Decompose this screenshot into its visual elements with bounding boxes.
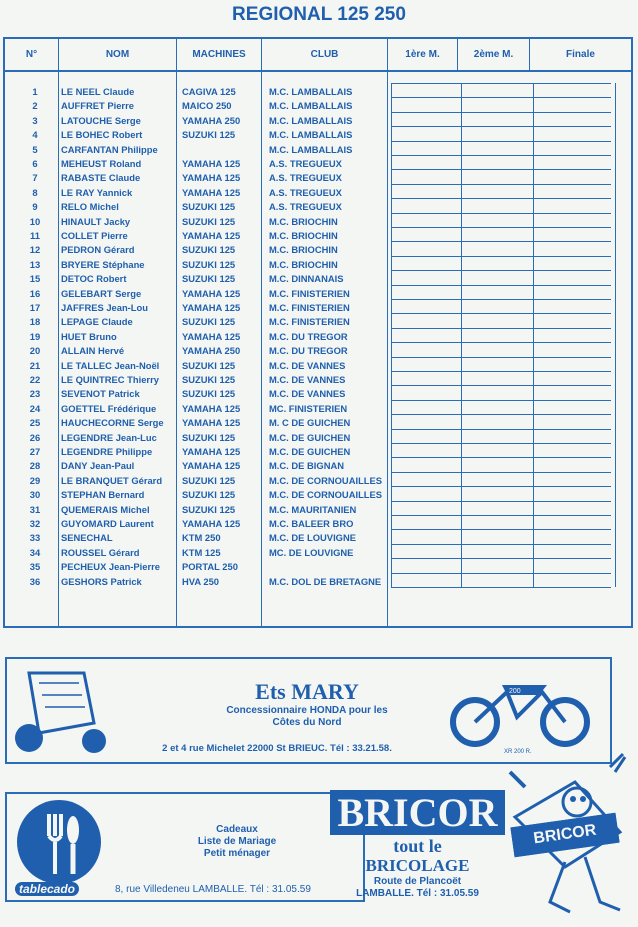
grid-col bbox=[391, 83, 392, 587]
rider-machine: SUZUKI 125 bbox=[182, 359, 236, 371]
rider-club: A.S. TREGUEUX bbox=[269, 201, 342, 213]
rider-club: M.C. LAMBALLAIS bbox=[269, 129, 353, 141]
grid-line bbox=[391, 299, 611, 300]
rider-club: M.C. BALEER BRO bbox=[269, 518, 354, 529]
rider-name: ALLAIN Hervé bbox=[61, 345, 125, 357]
rider-machine: YAMAHA 125 bbox=[182, 158, 241, 169]
rider-name: BRYERE Stéphane bbox=[61, 258, 145, 270]
rider-number: 5 bbox=[32, 143, 38, 155]
rider-name: SENECHAL bbox=[61, 532, 113, 544]
rider-club: M.C. DINNANAIS bbox=[269, 273, 344, 285]
rider-name: HAUCHECORNE Serge bbox=[61, 417, 164, 429]
tablecado-line3: Petit ménager bbox=[203, 848, 271, 859]
rider-machine: YAMAHA 125 bbox=[182, 230, 241, 241]
rider-club: M.C. LAMBALLAIS bbox=[269, 143, 353, 155]
mary-address: 2 et 4 rue Michelet 22000 St BRIEUC. Tél : 33.21.58. bbox=[162, 743, 392, 754]
grid-line bbox=[391, 227, 611, 228]
rider-club: MC. DE LOUVIGNE bbox=[269, 546, 354, 558]
bricor-logo: BRICOR bbox=[330, 790, 505, 835]
grid-line bbox=[391, 357, 611, 358]
rider-name: GOETTEL Frédérique bbox=[61, 402, 157, 414]
table-row bbox=[5, 85, 388, 99]
rider-name: LEGENDRE Jean-Luc bbox=[61, 431, 157, 443]
header-2eme: 2ème M. bbox=[458, 39, 530, 72]
grid-col bbox=[461, 83, 462, 587]
rider-name: GESHORS Patrick bbox=[61, 575, 142, 587]
grid-line bbox=[391, 515, 611, 516]
rider-club: M.C. DE GUICHEN bbox=[269, 431, 351, 443]
rider-machine: YAMAHA 125 bbox=[182, 518, 241, 529]
table-row bbox=[5, 387, 388, 401]
rider-number: 18 bbox=[29, 316, 41, 328]
rider-name: GUYOMARD Laurent bbox=[61, 518, 154, 529]
grid-line bbox=[391, 385, 611, 386]
header-machines: MACHINES bbox=[177, 39, 262, 72]
rider-name: LE BRANQUET Gérard bbox=[61, 474, 163, 486]
rider-name: LEGENDRE Philippe bbox=[61, 446, 153, 457]
rider-number: 21 bbox=[29, 359, 41, 371]
tablecado-line1: Cadeaux bbox=[216, 824, 258, 835]
table-row bbox=[5, 315, 388, 329]
rider-name: LE NEEL Claude bbox=[61, 86, 135, 97]
rider-number: 32 bbox=[29, 518, 41, 529]
rider-club: M.C. LAMBALLAIS bbox=[269, 100, 353, 112]
rider-club: M. C DE GUICHEN bbox=[269, 417, 351, 429]
table-row bbox=[5, 503, 388, 517]
rider-machine: SUZUKI 125 bbox=[182, 474, 236, 486]
rider-number: 12 bbox=[29, 244, 41, 256]
table-row bbox=[5, 531, 388, 545]
tablecado-line2: Liste de Mariage bbox=[197, 836, 277, 847]
table-row bbox=[5, 330, 388, 344]
ad-tablecado bbox=[5, 792, 365, 902]
rider-machine: SUZUKI 125 bbox=[182, 201, 236, 213]
grid-line bbox=[391, 544, 611, 545]
rider-machine: YAMAHA 125 bbox=[182, 460, 241, 472]
table-row bbox=[5, 402, 388, 416]
rider-number: 1 bbox=[32, 86, 38, 97]
header-nom: NOM bbox=[59, 39, 177, 72]
grid-line bbox=[391, 486, 611, 487]
rider-machine: YAMAHA 125 bbox=[182, 302, 241, 313]
table-row bbox=[5, 359, 388, 373]
grid-line bbox=[391, 587, 611, 588]
rider-club: M.C. DU TREGOR bbox=[269, 345, 348, 357]
rider-name: RELO Michel bbox=[61, 201, 119, 213]
ad-ets-mary bbox=[5, 657, 612, 764]
motorcycle-icon bbox=[447, 667, 597, 752]
table-row bbox=[5, 575, 388, 589]
rider-club: M.C. DE VANNES bbox=[269, 374, 346, 385]
table-row bbox=[5, 258, 388, 272]
rider-machine: HVA 250 bbox=[182, 575, 219, 587]
rider-club: M.C. FINISTERIEN bbox=[269, 287, 350, 299]
quad-illustration-icon bbox=[9, 663, 119, 753]
rider-number: 27 bbox=[29, 446, 41, 457]
rider-club: M.C. DE CORNOUAILLES bbox=[269, 474, 383, 486]
rider-number: 8 bbox=[32, 186, 38, 198]
rider-club: M.C. BRIOCHIN bbox=[269, 258, 338, 270]
rider-number: 9 bbox=[32, 201, 38, 213]
rider-club: A.S. TREGUEUX bbox=[269, 172, 342, 184]
rider-machine: SUZUKI 125 bbox=[182, 258, 236, 270]
rider-number: 30 bbox=[29, 489, 41, 501]
grid-line bbox=[391, 414, 611, 415]
rider-number: 31 bbox=[29, 503, 41, 515]
rider-name: AUFFRET Pierre bbox=[61, 100, 134, 112]
table-row bbox=[5, 373, 388, 387]
table-row bbox=[5, 243, 388, 257]
rider-club: M.C. FINISTERIEN bbox=[269, 302, 350, 313]
table-row bbox=[5, 171, 388, 185]
table-row bbox=[5, 488, 388, 502]
table-row bbox=[5, 416, 388, 430]
rider-name: LEPAGE Claude bbox=[61, 316, 133, 328]
rider-club: M.C. BRIOCHIN bbox=[269, 230, 338, 241]
rider-name: PECHEUX Jean-Pierre bbox=[61, 561, 161, 573]
rider-name: SEVENOT Patrick bbox=[61, 388, 140, 400]
header-club: CLUB bbox=[262, 39, 388, 72]
mary-name: Ets MARY bbox=[255, 679, 359, 704]
rider-machine: SUZUKI 125 bbox=[182, 489, 236, 501]
rider-name: LE RAY Yannick bbox=[61, 186, 133, 198]
rider-name: ROUSSEL Gérard bbox=[61, 546, 140, 558]
bricor-line3: Route de Plancoët bbox=[373, 876, 462, 887]
grid-col bbox=[615, 83, 616, 587]
table-row bbox=[5, 200, 388, 214]
rider-number: 25 bbox=[29, 417, 41, 429]
table-row bbox=[5, 215, 388, 229]
table-row bbox=[5, 128, 388, 142]
rider-club: M.C. DE CORNOUAILLES bbox=[269, 489, 383, 501]
table-row bbox=[5, 517, 388, 531]
grid-line bbox=[391, 285, 611, 286]
mascot-sign: BRICOR bbox=[510, 813, 619, 857]
rider-number: 36 bbox=[29, 575, 41, 587]
rider-number: 20 bbox=[29, 345, 41, 357]
rider-machine: SUZUKI 125 bbox=[182, 374, 236, 385]
grid-line bbox=[391, 184, 611, 185]
bike-model: XR 200 R. bbox=[504, 749, 532, 755]
table-row bbox=[5, 272, 388, 286]
rider-number: 29 bbox=[29, 474, 41, 486]
rider-machine: SUZUKI 125 bbox=[182, 503, 236, 515]
mary-line2: Côtes du Nord bbox=[272, 717, 342, 728]
rider-number: 22 bbox=[29, 374, 41, 385]
tank-label: 200 bbox=[509, 688, 521, 695]
grid-line bbox=[391, 256, 611, 257]
rider-club: M.C. DE VANNES bbox=[269, 359, 346, 371]
rider-club: M.C. LAMBALLAIS bbox=[269, 114, 353, 126]
grid-line bbox=[391, 141, 611, 142]
rider-name: PEDRON Gérard bbox=[61, 244, 135, 256]
table-row bbox=[5, 99, 388, 113]
page-title: REGIONAL 125 250 bbox=[232, 4, 406, 25]
grid-line bbox=[391, 529, 611, 530]
table-row bbox=[5, 287, 388, 301]
table-row bbox=[5, 474, 388, 488]
rider-name: LE TALLEC Jean-Noël bbox=[61, 359, 160, 371]
rider-number: 24 bbox=[29, 402, 41, 414]
rider-number: 19 bbox=[29, 330, 41, 342]
rider-name: DETOC Robert bbox=[61, 273, 127, 285]
rider-club: A.S. TREGUEUX bbox=[269, 186, 342, 198]
rider-number: 28 bbox=[29, 460, 41, 472]
rider-club: M.C. DE VANNES bbox=[269, 388, 346, 400]
rider-name: STEPHAN Bernard bbox=[61, 489, 145, 501]
grid-line bbox=[391, 155, 611, 156]
rider-club: A.S. TREGUEUX bbox=[269, 158, 342, 169]
rider-club: M.C. FINISTERIEN bbox=[269, 316, 350, 328]
rider-club: M.C. BRIOCHIN bbox=[269, 244, 338, 256]
rider-club: M.C. LAMBALLAIS bbox=[269, 86, 353, 97]
rider-machine: SUZUKI 125 bbox=[182, 316, 236, 328]
mary-line1: Concessionnaire HONDA pour les bbox=[226, 705, 388, 716]
rider-name: JAFFRES Jean-Lou bbox=[61, 302, 148, 313]
bricor-line4: LAMBALLE. Tél : 31.05.59 bbox=[356, 888, 479, 899]
bricor-line2: BRICOLAGE bbox=[365, 856, 470, 875]
grid-line bbox=[391, 342, 611, 343]
rider-machine: YAMAHA 125 bbox=[182, 446, 241, 457]
grid-line bbox=[391, 400, 611, 401]
results-table bbox=[3, 37, 633, 628]
table-row bbox=[5, 157, 388, 171]
rider-name: CARFANTAN Philippe bbox=[61, 143, 158, 155]
rider-machine: YAMAHA 125 bbox=[182, 287, 241, 299]
rider-club: M.C. DE BIGNAN bbox=[269, 460, 344, 472]
grid-line bbox=[391, 198, 611, 199]
rider-number: 13 bbox=[29, 258, 41, 270]
rider-number: 7 bbox=[32, 172, 38, 184]
rider-name: LE QUINTREC Thierry bbox=[61, 374, 159, 385]
rider-name: QUEMERAIS Michel bbox=[61, 503, 150, 515]
rider-club: M.C. DE GUICHEN bbox=[269, 446, 351, 457]
rider-machine: SUZUKI 125 bbox=[182, 273, 236, 285]
rider-name: LATOUCHE Serge bbox=[61, 114, 141, 126]
grid-line bbox=[391, 83, 611, 84]
table-row bbox=[5, 229, 388, 243]
rider-machine: SUZUKI 125 bbox=[182, 431, 236, 443]
grid-line bbox=[391, 213, 611, 214]
rider-name: GELEBART Serge bbox=[61, 287, 142, 299]
table-row bbox=[5, 344, 388, 358]
rider-machine: SUZUKI 125 bbox=[182, 129, 236, 141]
grid-line bbox=[391, 126, 611, 127]
rider-machine: YAMAHA 250 bbox=[182, 345, 241, 357]
grid-line bbox=[391, 371, 611, 372]
grid-line bbox=[391, 501, 611, 502]
grid-line bbox=[391, 97, 611, 98]
header-finale: Finale bbox=[530, 39, 631, 72]
table-row bbox=[5, 560, 388, 574]
rider-club: M.C. DE LOUVIGNE bbox=[269, 532, 356, 544]
rider-name: MEHEUST Roland bbox=[61, 158, 142, 169]
table-row bbox=[5, 459, 388, 473]
bricor-line1: tout le bbox=[393, 836, 442, 856]
grid-line bbox=[391, 558, 611, 559]
grid-line bbox=[391, 328, 611, 329]
tablecado-wordmark: tablecado bbox=[15, 882, 79, 896]
rider-number: 10 bbox=[29, 215, 41, 227]
rider-machine: PORTAL 250 bbox=[182, 561, 238, 573]
rider-number: 34 bbox=[29, 546, 41, 558]
rider-machine: KTM 125 bbox=[182, 546, 221, 558]
grid-line bbox=[391, 472, 611, 473]
grid-line bbox=[391, 573, 611, 574]
rider-machine: MAICO 250 bbox=[182, 100, 232, 112]
grid-line bbox=[391, 112, 611, 113]
rider-machine: SUZUKI 125 bbox=[182, 244, 236, 256]
rider-name: DANY Jean-Paul bbox=[61, 460, 135, 472]
table-row bbox=[5, 301, 388, 315]
table-row bbox=[5, 143, 388, 157]
table-row bbox=[5, 114, 388, 128]
rider-machine: YAMAHA 125 bbox=[182, 186, 241, 198]
table-row bbox=[5, 186, 388, 200]
rider-club: MC. FINISTERIEN bbox=[269, 402, 348, 414]
rider-name: COLLET Pierre bbox=[61, 230, 128, 241]
rider-number: 3 bbox=[32, 114, 38, 126]
rider-number: 16 bbox=[29, 287, 41, 299]
rider-club: M.C. BRIOCHIN bbox=[269, 215, 338, 227]
rider-club: M.C. MAURITANIEN bbox=[269, 503, 357, 515]
rider-machine: YAMAHA 250 bbox=[182, 114, 241, 126]
grid-line bbox=[391, 169, 611, 170]
rider-machine: YAMAHA 125 bbox=[182, 172, 241, 184]
rider-number: 23 bbox=[29, 388, 41, 400]
rider-club: M.C. DOL DE BRETAGNE bbox=[269, 575, 382, 587]
header-1ere: 1ère M. bbox=[388, 39, 458, 72]
rider-machine: YAMAHA 125 bbox=[182, 402, 241, 414]
rider-number: 2 bbox=[32, 100, 38, 112]
rider-number: 33 bbox=[29, 532, 41, 544]
rider-name: RABASTE Claude bbox=[61, 172, 141, 184]
table-row bbox=[5, 431, 388, 445]
rider-machine: KTM 250 bbox=[182, 532, 221, 544]
rider-number: 11 bbox=[30, 230, 40, 241]
header-num: N° bbox=[5, 39, 59, 72]
table-row bbox=[5, 445, 388, 459]
rider-number: 6 bbox=[32, 158, 38, 169]
tablecado-logo-icon bbox=[13, 796, 105, 888]
rider-name: HINAULT Jacky bbox=[61, 215, 131, 227]
rider-number: 17 bbox=[29, 302, 41, 313]
rider-name: HUET Bruno bbox=[61, 330, 117, 342]
rider-club: M.C. DU TREGOR bbox=[269, 330, 348, 342]
rider-number: 35 bbox=[29, 561, 41, 573]
rider-machine: CAGIVA 125 bbox=[182, 86, 236, 97]
grid-line bbox=[391, 270, 611, 271]
rider-machine: YAMAHA 125 bbox=[182, 330, 241, 342]
rider-number: 4 bbox=[32, 129, 38, 141]
grid-col bbox=[533, 83, 534, 587]
grid-line bbox=[391, 313, 611, 314]
grid-line bbox=[391, 429, 611, 430]
grid-line bbox=[391, 443, 611, 444]
rider-number: 26 bbox=[29, 431, 41, 443]
grid-line bbox=[391, 457, 611, 458]
tablecado-address: 8, rue Villedeneu LAMBALLE. Tél : 31.05.59 bbox=[115, 884, 311, 895]
rider-machine: SUZUKI 125 bbox=[182, 215, 236, 227]
rider-machine: SUZUKI 125 bbox=[182, 388, 236, 400]
rider-number: 15 bbox=[29, 273, 41, 285]
grid-line bbox=[391, 241, 611, 242]
rider-name: LE BOHEC Robert bbox=[61, 129, 143, 141]
rider-machine: YAMAHA 125 bbox=[182, 417, 241, 429]
table-row bbox=[5, 546, 388, 560]
